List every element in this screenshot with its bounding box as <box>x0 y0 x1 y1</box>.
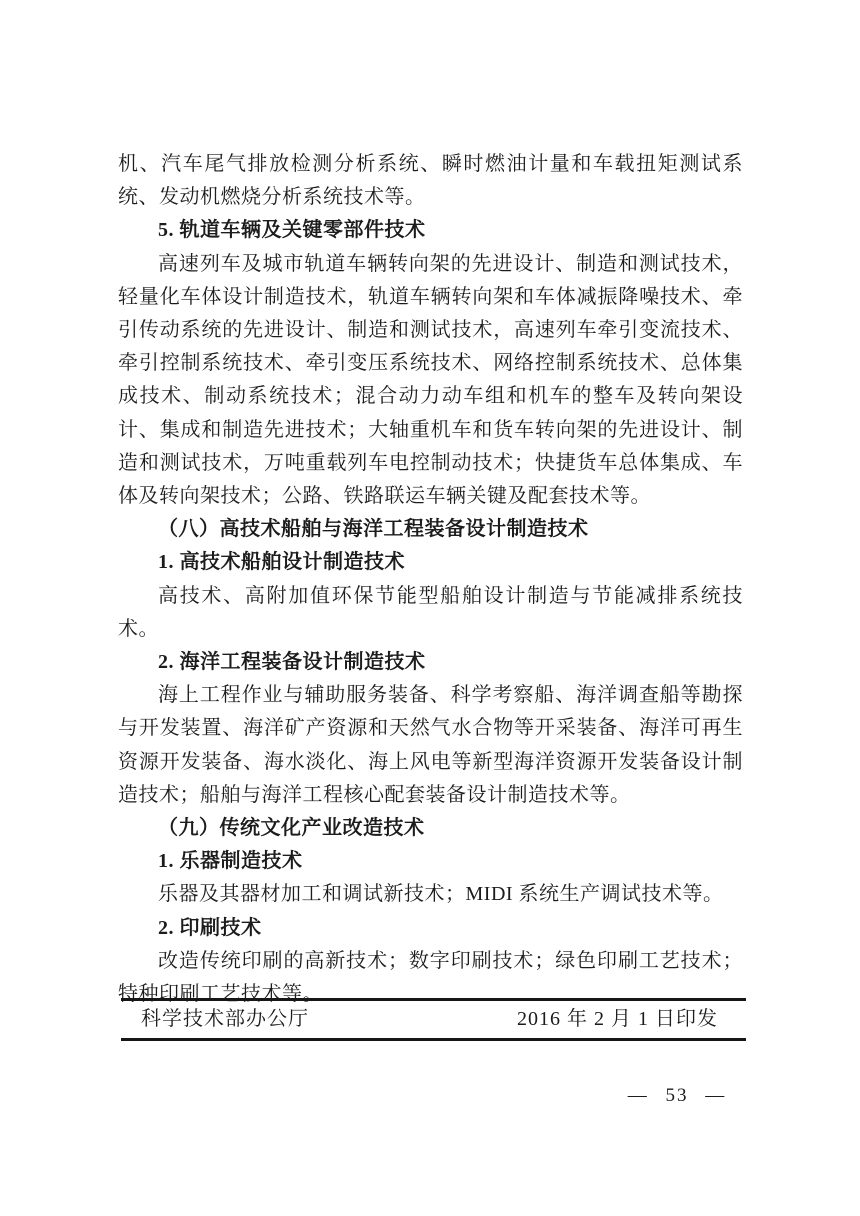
heading-printing-technology: 2. 印刷技术 <box>158 916 262 939</box>
paragraph-high-tech-ships: 高技术、高附加值环保节能型船舶设计制造与节能减排系统技术。 <box>118 584 743 640</box>
paragraph-marine-engineering: 海上工程作业与辅助服务装备、科学考察船、海洋调查船等勘探与开发装置、海洋矿产资源和天然气水合物等开采装备、海洋可再生资源开发装备、海水淡化、海上风电等新型海洋资源开发装备设计制造技术；船舶与海洋工程核心配套装备设计制造技术等。 <box>118 684 743 806</box>
heading-musical-instruments: 1. 乐器制造技术 <box>158 850 303 873</box>
page-number: — 53 — <box>627 1085 727 1106</box>
document-body <box>118 148 743 1011</box>
heading-marine-engineering: 2. 海洋工程装备设计制造技术 <box>158 651 426 674</box>
heading-rail-vehicles: 5. 轨道车辆及关键零部件技术 <box>158 219 426 242</box>
issuing-office: 科学技术部办公厅 <box>141 1008 309 1030</box>
issuance-footer <box>121 998 746 1041</box>
paragraph-printing-technology: 改造传统印刷的高新技术；数字印刷技术；绿色印刷工艺技术；特种印刷工艺技术等。 <box>118 949 743 1006</box>
issue-date: 2016 年 2 月 1 日印发 <box>517 1008 718 1030</box>
heading-section-8-ships-marine: （八）高技术船舶与海洋工程装备设计制造技术 <box>158 518 589 541</box>
heading-section-9-traditional-culture: （九）传统文化产业改造技术 <box>158 817 425 840</box>
paragraph-engine-continuation: 机、汽车尾气排放检测分析系统、瞬时燃油计量和车载扭矩测试系统、发动机燃烧分析系统技术等。 <box>118 153 743 209</box>
paragraph-musical-instruments: 乐器及其器材加工和调试新技术；MIDI 系统生产调试技术等。 <box>158 883 724 906</box>
heading-high-tech-ships: 1. 高技术船舶设计制造技术 <box>158 551 405 574</box>
paragraph-rail-vehicles: 高速列车及城市轨道车辆转向架的先进设计、制造和测试技术，轻量化车体设计制造技术，轨道车辆转向架和车体减振降噪技术、牵引传动系统的先进设计、制造和测试技术，高速列车牵引变流技术、牵引控制系统技术、牵引变压系统技术、网络控制系统技术、总体集成技术、制动系统技术；混合动力动车组和机车的整车及转向架设计、集成和制造先进技术；大轴重机车和货车转向架的先进设计、制造和测试技术，万吨重载列车电控制动技术；快捷货车总体集成、车体及转向架技术；公路、铁路联运车辆关键及配套技术等。 <box>118 252 743 508</box>
